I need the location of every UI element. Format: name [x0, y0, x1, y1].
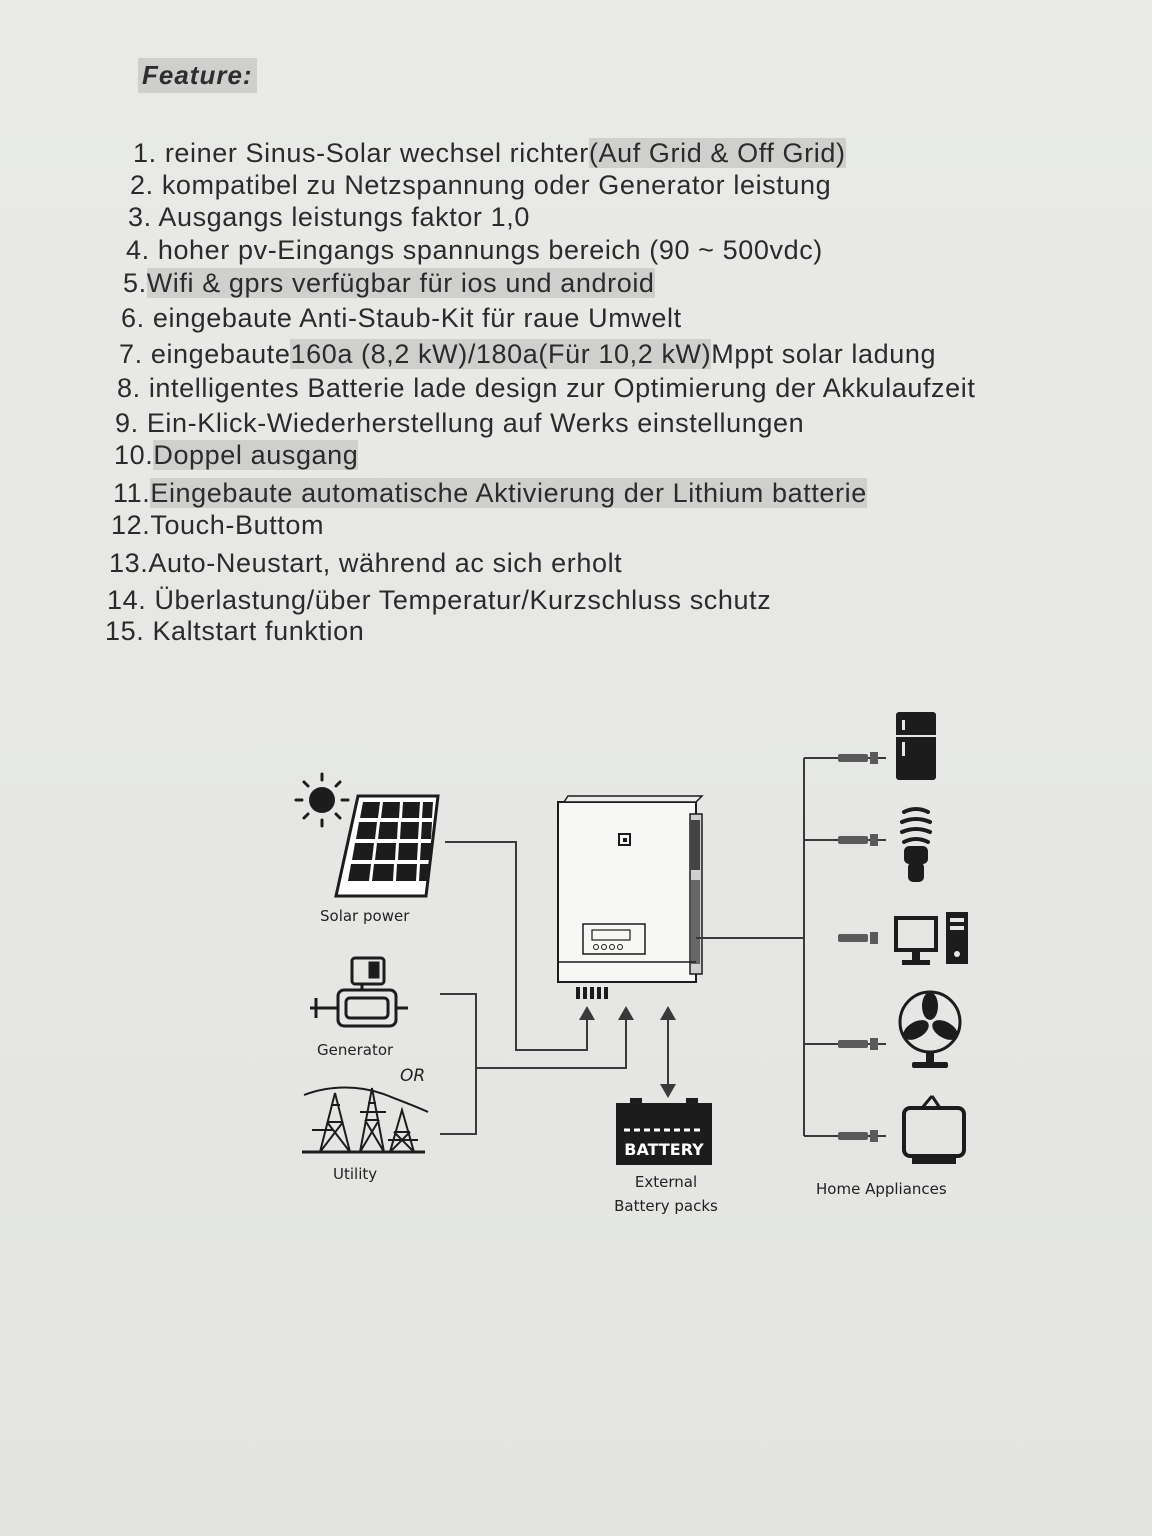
or-label: OR	[400, 1066, 426, 1086]
list-item: 15. Kaltstart funktion	[105, 616, 365, 646]
generator-label: Generator	[317, 1041, 394, 1059]
computer-icon	[896, 912, 968, 965]
feature-list	[0, 0, 1152, 660]
list-item: 4. hoher pv-Eingangs spannungs bereich (90 ~ 500vdc)	[126, 235, 823, 265]
solar-panel-icon	[336, 796, 438, 896]
list-item: 3. Ausgangs leistungs faktor 1,0	[128, 202, 530, 232]
list-item: 11.Eingebaute automatische Aktivierung der Lithium batterie	[113, 478, 867, 508]
utility-label: Utility	[333, 1165, 378, 1183]
list-item: 9. Ein-Klick-Wiederherstellung auf Werks einstellungen	[115, 408, 805, 438]
appliances-label: Home Appliances	[816, 1180, 947, 1198]
list-item: 14. Überlastung/über Temperatur/Kurzschluss schutz	[107, 585, 772, 615]
fan-icon	[900, 992, 961, 1068]
list-item: 5.Wifi & gprs verfügbar für ios und android	[123, 268, 655, 298]
battery-label-line2: Battery packs	[614, 1197, 718, 1215]
tv-icon	[904, 1096, 964, 1164]
list-item: 10.Doppel ausgang	[114, 440, 359, 470]
list-item: 2. kompatibel zu Netzspannung oder Generator leistung	[130, 170, 832, 200]
list-item: 7. eingebaute160a (8,2 kW)/180a(Für 10,2 kW)Mppt solar ladung	[119, 339, 937, 369]
battery-icon	[616, 1098, 712, 1165]
utility-tower-icon	[302, 1088, 428, 1153]
plug-icon	[838, 752, 878, 1142]
bulb-icon	[902, 809, 930, 880]
battery-text: BATTERY	[624, 1140, 704, 1159]
generator-icon	[310, 958, 408, 1026]
solar-label: Solar power	[320, 907, 410, 925]
feature-heading: Feature:	[138, 58, 257, 93]
list-item: 6. eingebaute Anti-Staub-Kit für raue Umwelt	[121, 303, 682, 333]
sun-icon	[296, 774, 348, 826]
inverter-icon	[558, 796, 702, 999]
list-item: 1. reiner Sinus-Solar wechsel richter(Auf Grid & Off Grid)	[133, 138, 846, 168]
fridge-icon	[896, 712, 936, 780]
battery-label-line1: External	[634, 1173, 698, 1191]
list-item: 8. intelligentes Batterie lade design zur Optimierung der Akkulaufzeit	[117, 373, 976, 403]
list-item: 12.Touch-Buttom	[111, 510, 325, 540]
list-item: 13.Auto-Neustart, während ac sich erholt	[109, 548, 623, 578]
system-diagram	[290, 700, 990, 1230]
